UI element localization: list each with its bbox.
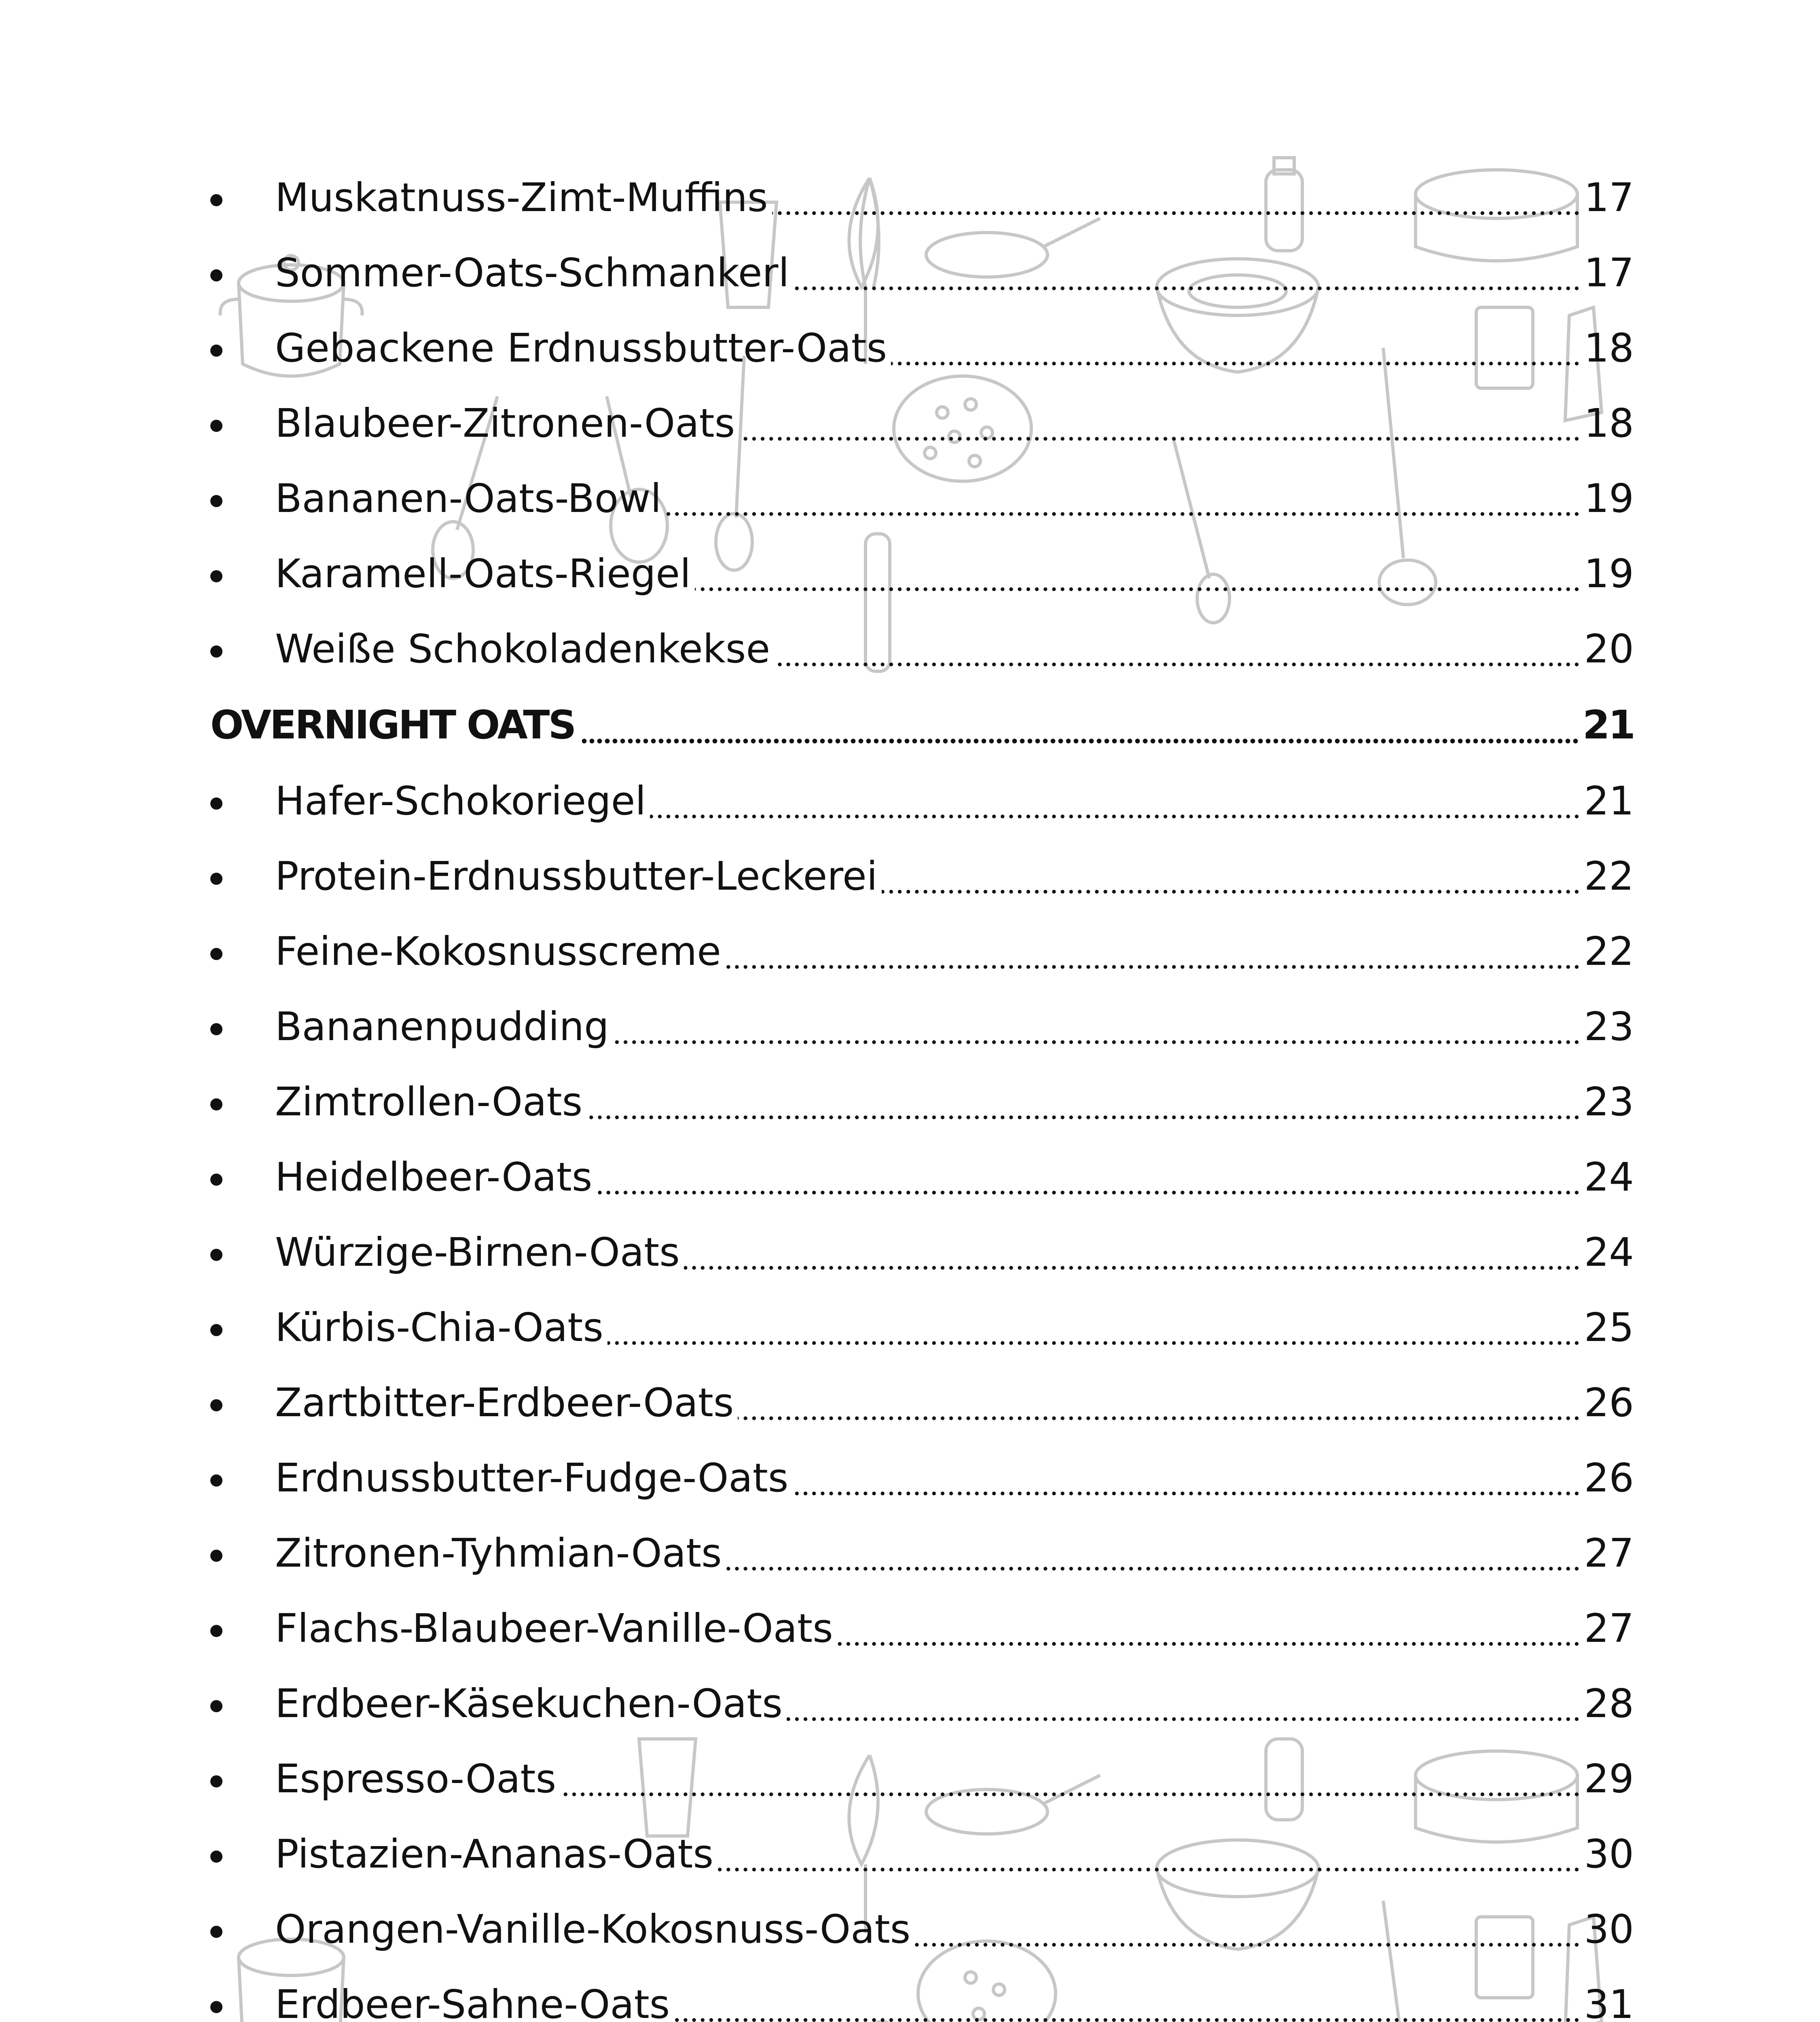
- page-number: 30: [1584, 1906, 1634, 1952]
- page-number: 30: [1584, 1831, 1634, 1877]
- entry-title: Feine-Kokosnusscreme: [275, 928, 721, 974]
- toc-entry[interactable]: [210, 914, 1634, 989]
- toc-entry[interactable]: [210, 838, 1634, 914]
- dot-leader: [793, 286, 1581, 291]
- page-number: 21: [1584, 778, 1634, 824]
- bullet-icon: [210, 1023, 222, 1035]
- dot-leader: [613, 1040, 1581, 1045]
- page-number: 27: [1584, 1530, 1634, 1576]
- bullet-icon: [210, 1474, 222, 1487]
- page-number: 24: [1584, 1229, 1634, 1275]
- bullet-icon: [210, 570, 222, 582]
- dot-leader: [914, 1942, 1581, 1947]
- bullet-icon: [210, 269, 222, 281]
- entry-title: Protein-Erdnussbutter-Leckerei: [275, 853, 878, 899]
- page-number: 22: [1584, 853, 1634, 899]
- bullet-icon: [210, 1851, 222, 1863]
- entry-title: Zartbitter-Erdbeer-Oats: [275, 1379, 734, 1426]
- bullet-icon: [210, 1174, 222, 1186]
- toc-entry[interactable]: [210, 1741, 1634, 1816]
- toc-entry[interactable]: [210, 1139, 1634, 1214]
- dot-leader: [739, 436, 1581, 441]
- bullet-icon: [210, 194, 222, 206]
- entry-title: Sommer-Oats-Schmankerl: [275, 250, 789, 296]
- page-number: 31: [1584, 1981, 1634, 2022]
- toc-entry[interactable]: [210, 1967, 1634, 2022]
- dot-leader: [717, 1867, 1581, 1872]
- page-number: 27: [1584, 1605, 1634, 1651]
- entry-title: Heidelbeer-Oats: [275, 1154, 593, 1200]
- dot-leader: [579, 738, 1579, 744]
- dot-leader: [891, 361, 1581, 366]
- toc-entry[interactable]: [210, 1816, 1634, 1891]
- dot-leader: [787, 1717, 1581, 1722]
- toc-entry[interactable]: [210, 611, 1634, 686]
- page-number: 18: [1584, 325, 1634, 371]
- dot-leader: [684, 1265, 1581, 1270]
- entry-title: Erdbeer-Käsekuchen-Oats: [275, 1680, 783, 1726]
- bullet-icon: [210, 420, 222, 432]
- entry-title: Flachs-Blaubeer-Vanille-Oats: [275, 1605, 833, 1651]
- toc-entry[interactable]: [210, 1064, 1634, 1139]
- toc-section-heading[interactable]: [210, 686, 1634, 763]
- entry-title: Hafer-Schokoriegel: [275, 778, 646, 824]
- dot-leader: [774, 662, 1581, 667]
- dot-leader: [596, 1190, 1581, 1195]
- bullet-icon: [210, 2001, 222, 2013]
- page-number: 19: [1584, 475, 1634, 521]
- bullet-icon: [210, 1098, 222, 1110]
- toc-entry[interactable]: [210, 763, 1634, 838]
- dot-leader: [738, 1416, 1581, 1421]
- page-number: 24: [1584, 1154, 1634, 1200]
- bullet-icon: [210, 645, 222, 658]
- page-number: 22: [1584, 928, 1634, 974]
- toc-entry[interactable]: [210, 385, 1634, 461]
- bullet-icon: [210, 1399, 222, 1411]
- entry-title: Erdnussbutter-Fudge-Oats: [275, 1455, 789, 1501]
- bullet-icon: [210, 1775, 222, 1787]
- dot-leader: [665, 512, 1581, 516]
- entry-title: Zitronen-Tyhmian-Oats: [275, 1530, 722, 1576]
- section-title: OVERNIGHT OATS: [210, 702, 575, 748]
- page-number: 23: [1584, 1079, 1634, 1125]
- bullet-icon: [210, 345, 222, 357]
- toc-entry[interactable]: [210, 461, 1634, 536]
- bullet-icon: [210, 797, 222, 810]
- entry-title: Blaubeer-Zitronen-Oats: [275, 400, 735, 446]
- toc-entry[interactable]: [210, 1440, 1634, 1515]
- bullet-icon: [210, 1550, 222, 1562]
- dot-leader: [674, 2018, 1581, 2022]
- toc-entry[interactable]: [210, 1591, 1634, 1666]
- page-number: 26: [1584, 1379, 1634, 1426]
- entry-title: Bananenpudding: [275, 1003, 609, 1049]
- toc-entry[interactable]: [210, 1290, 1634, 1365]
- entry-title: Espresso-Oats: [275, 1756, 557, 1802]
- dot-leader: [586, 1115, 1581, 1120]
- dot-leader: [726, 1566, 1581, 1571]
- bullet-icon: [210, 1700, 222, 1712]
- dot-leader: [650, 814, 1581, 819]
- toc-entry[interactable]: [210, 1891, 1634, 1967]
- toc-entry[interactable]: [210, 1515, 1634, 1591]
- toc-entry[interactable]: [210, 989, 1634, 1064]
- page-number: 17: [1584, 174, 1634, 220]
- bullet-icon: [210, 1324, 222, 1336]
- page-number: 26: [1584, 1455, 1634, 1501]
- toc-entry[interactable]: [210, 536, 1634, 611]
- dot-leader: [695, 587, 1581, 592]
- entry-title: Weiße Schokoladenkekse: [275, 626, 770, 672]
- page-number: 18: [1584, 400, 1634, 446]
- table-of-contents: [210, 160, 1634, 2022]
- bullet-icon: [210, 948, 222, 960]
- dot-leader: [607, 1341, 1581, 1345]
- dot-leader: [725, 964, 1581, 969]
- page-number: 20: [1584, 626, 1634, 672]
- entry-title: Muskatnuss-Zimt-Muffins: [275, 174, 768, 220]
- entry-title: Zimtrollen-Oats: [275, 1079, 583, 1125]
- bullet-icon: [210, 873, 222, 885]
- entry-title: Karamell-Oats-Riegel: [275, 550, 691, 596]
- entry-title: Würzige-Birnen-Oats: [275, 1229, 680, 1275]
- entry-title: Orangen-Vanille-Kokosnuss-Oats: [275, 1906, 911, 1952]
- toc-entry[interactable]: [210, 1666, 1634, 1741]
- entry-title: Pistazien-Ananas-Oats: [275, 1831, 714, 1877]
- page-number: 29: [1584, 1756, 1634, 1802]
- dot-leader: [792, 1491, 1581, 1496]
- page-number: 23: [1584, 1003, 1634, 1049]
- page-number: 25: [1584, 1304, 1634, 1350]
- entry-title: Erdbeer-Sahne-Oats: [275, 1981, 670, 2022]
- toc-entry[interactable]: [210, 160, 1634, 235]
- page-number: 21: [1583, 702, 1634, 748]
- dot-leader: [560, 1792, 1581, 1797]
- bullet-icon: [210, 495, 222, 507]
- bullet-icon: [210, 1625, 222, 1637]
- dot-leader: [882, 889, 1581, 894]
- toc-entry[interactable]: [210, 1365, 1634, 1440]
- entry-title: Bananen-Oats-Bowl: [275, 475, 662, 521]
- entry-title: Kürbis-Chia-Oats: [275, 1304, 603, 1350]
- dot-leader: [772, 211, 1581, 216]
- dot-leader: [837, 1641, 1581, 1646]
- page-number: 17: [1584, 250, 1634, 296]
- bullet-icon: [210, 1926, 222, 1938]
- toc-entry[interactable]: [210, 1214, 1634, 1290]
- bullet-icon: [210, 1249, 222, 1261]
- page-number: 19: [1584, 550, 1634, 596]
- toc-entry[interactable]: [210, 235, 1634, 310]
- toc-entry[interactable]: [210, 310, 1634, 385]
- page-number: 28: [1584, 1680, 1634, 1726]
- entry-title: Gebackene Erdnussbutter-Oats: [275, 325, 887, 371]
